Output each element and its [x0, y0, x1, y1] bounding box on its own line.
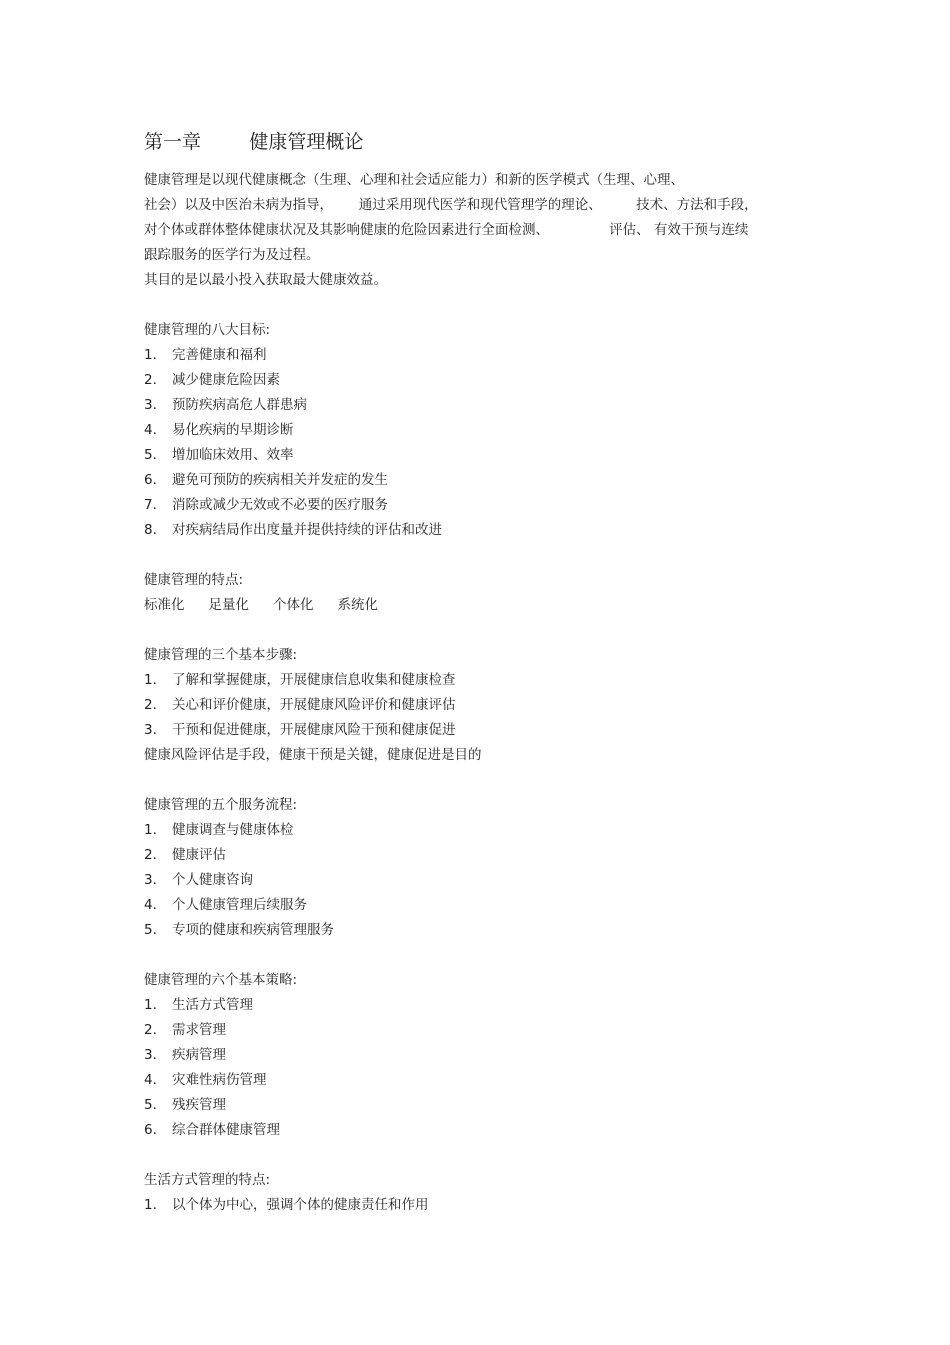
strategies-section [144, 968, 824, 1143]
item-text: 减少健康危险因素 [172, 372, 280, 388]
list-item [144, 518, 824, 543]
item-number: 7. [144, 497, 157, 513]
item-text: 对疾病结局作出度量并提供持续的评估和改进 [172, 522, 442, 538]
intro-line: 跟踪服务的医学行为及过程。 [144, 247, 320, 263]
feature-item: 足量化 [208, 597, 249, 613]
list-item [144, 1018, 824, 1043]
item-text: 增加临床效用、效率 [172, 447, 294, 463]
item-text: 疾病管理 [172, 1047, 226, 1063]
list-item [144, 1193, 824, 1218]
list-item [144, 993, 824, 1018]
section-gap [144, 293, 824, 318]
list-item [144, 368, 824, 393]
list-item [144, 1093, 824, 1118]
list-item [144, 393, 824, 418]
intro-line: 社会）以及中医治未病为指导， 通过采用现代医学和现代管理学的理论、 技术、方法和手段， [144, 197, 758, 213]
item-number: 2. [144, 1022, 157, 1038]
section-gap [144, 943, 824, 968]
intro-paragraph [144, 168, 824, 293]
item-text: 专项的健康和疾病管理服务 [172, 922, 334, 938]
section-gap [144, 543, 824, 568]
process-heading: 健康管理的五个服务流程: [144, 797, 298, 813]
item-text: 需求管理 [172, 1022, 226, 1038]
list-item [144, 1068, 824, 1093]
section-gap [144, 618, 824, 643]
item-number: 1. [144, 997, 157, 1013]
item-text: 预防疾病高危人群患病 [172, 397, 307, 413]
list-item [144, 468, 824, 493]
intro-line: 其目的是以最小投入获取最大健康效益。 [144, 272, 387, 288]
lifestyle-heading: 生活方式管理的特点: [144, 1172, 271, 1188]
item-number: 2. [144, 847, 157, 863]
item-number: 3. [144, 722, 157, 738]
item-number: 5. [144, 1097, 157, 1113]
feature-item: 系统化 [337, 597, 378, 613]
item-text: 关心和评价健康，开展健康风险评价和健康评估 [172, 697, 456, 713]
list-item [144, 818, 824, 843]
list-item [144, 493, 824, 518]
list-item [144, 1118, 824, 1143]
steps-summary: 健康风险评估是手段，健康干预是关键，健康促进是目的 [144, 747, 482, 763]
process-section [144, 793, 824, 943]
item-text: 完善健康和福利 [172, 347, 267, 363]
item-text: 以个体为中心，强调个体的健康责任和作用 [172, 1197, 429, 1213]
features-list [144, 593, 824, 618]
strategies-heading: 健康管理的六个基本策略: [144, 972, 298, 988]
item-text: 生活方式管理 [172, 997, 253, 1013]
list-item [144, 843, 824, 868]
item-number: 1. [144, 672, 157, 688]
list-item [144, 1043, 824, 1068]
item-number: 5. [144, 922, 157, 938]
list-item [144, 693, 824, 718]
list-item [144, 868, 824, 893]
document-page [144, 128, 824, 1218]
item-text: 避免可预防的疾病相关并发症的发生 [172, 472, 388, 488]
item-text: 干预和促进健康，开展健康风险干预和健康促进 [172, 722, 456, 738]
features-heading: 健康管理的特点: [144, 572, 244, 588]
item-number: 2. [144, 697, 157, 713]
feature-item: 个体化 [273, 597, 314, 613]
section-gap [144, 768, 824, 793]
item-number: 3. [144, 872, 157, 888]
item-number: 6. [144, 1122, 157, 1138]
item-number: 3. [144, 1047, 157, 1063]
lifestyle-section [144, 1168, 824, 1218]
list-item [144, 668, 824, 693]
item-text: 个人健康咨询 [172, 872, 253, 888]
goals-heading: 健康管理的八大目标: [144, 322, 271, 338]
item-text: 消除或减少无效或不必要的医疗服务 [172, 497, 388, 513]
features-section [144, 568, 824, 618]
item-number: 4. [144, 1072, 157, 1088]
item-text: 灾难性病伤管理 [172, 1072, 267, 1088]
item-number: 4. [144, 897, 157, 913]
list-item [144, 893, 824, 918]
steps-heading: 健康管理的三个基本步骤: [144, 647, 298, 663]
list-item [144, 418, 824, 443]
goals-section [144, 318, 824, 543]
item-number: 8. [144, 522, 157, 538]
intro-line: 健康管理是以现代健康概念（生理、心理和社会适应能力）和新的医学模式（生理、心理、 [144, 172, 684, 188]
item-number: 3. [144, 397, 157, 413]
item-number: 4. [144, 422, 157, 438]
item-number: 1. [144, 822, 157, 838]
list-item [144, 343, 824, 368]
item-text: 易化疾病的早期诊断 [172, 422, 294, 438]
item-number: 2. [144, 372, 157, 388]
item-number: 6. [144, 472, 157, 488]
item-number: 5. [144, 447, 157, 463]
section-gap [144, 1143, 824, 1168]
item-text: 健康调查与健康体检 [172, 822, 294, 838]
steps-section [144, 643, 824, 768]
item-number: 1. [144, 347, 157, 363]
chapter-title: 第一章 健康管理概论 [144, 131, 364, 153]
item-text: 残疾管理 [172, 1097, 226, 1113]
list-item [144, 443, 824, 468]
intro-line: 对个体或群体整体健康状况及其影响健康的危险因素进行全面检测、 评估、 有效干预与连续 [144, 222, 749, 238]
item-text: 了解和掌握健康，开展健康信息收集和健康检查 [172, 672, 456, 688]
list-item [144, 718, 824, 743]
item-text: 综合群体健康管理 [172, 1122, 280, 1138]
feature-item: 标准化 [144, 597, 185, 613]
list-item [144, 918, 824, 943]
item-text: 健康评估 [172, 847, 226, 863]
item-text: 个人健康管理后续服务 [172, 897, 307, 913]
item-number: 1. [144, 1197, 157, 1213]
